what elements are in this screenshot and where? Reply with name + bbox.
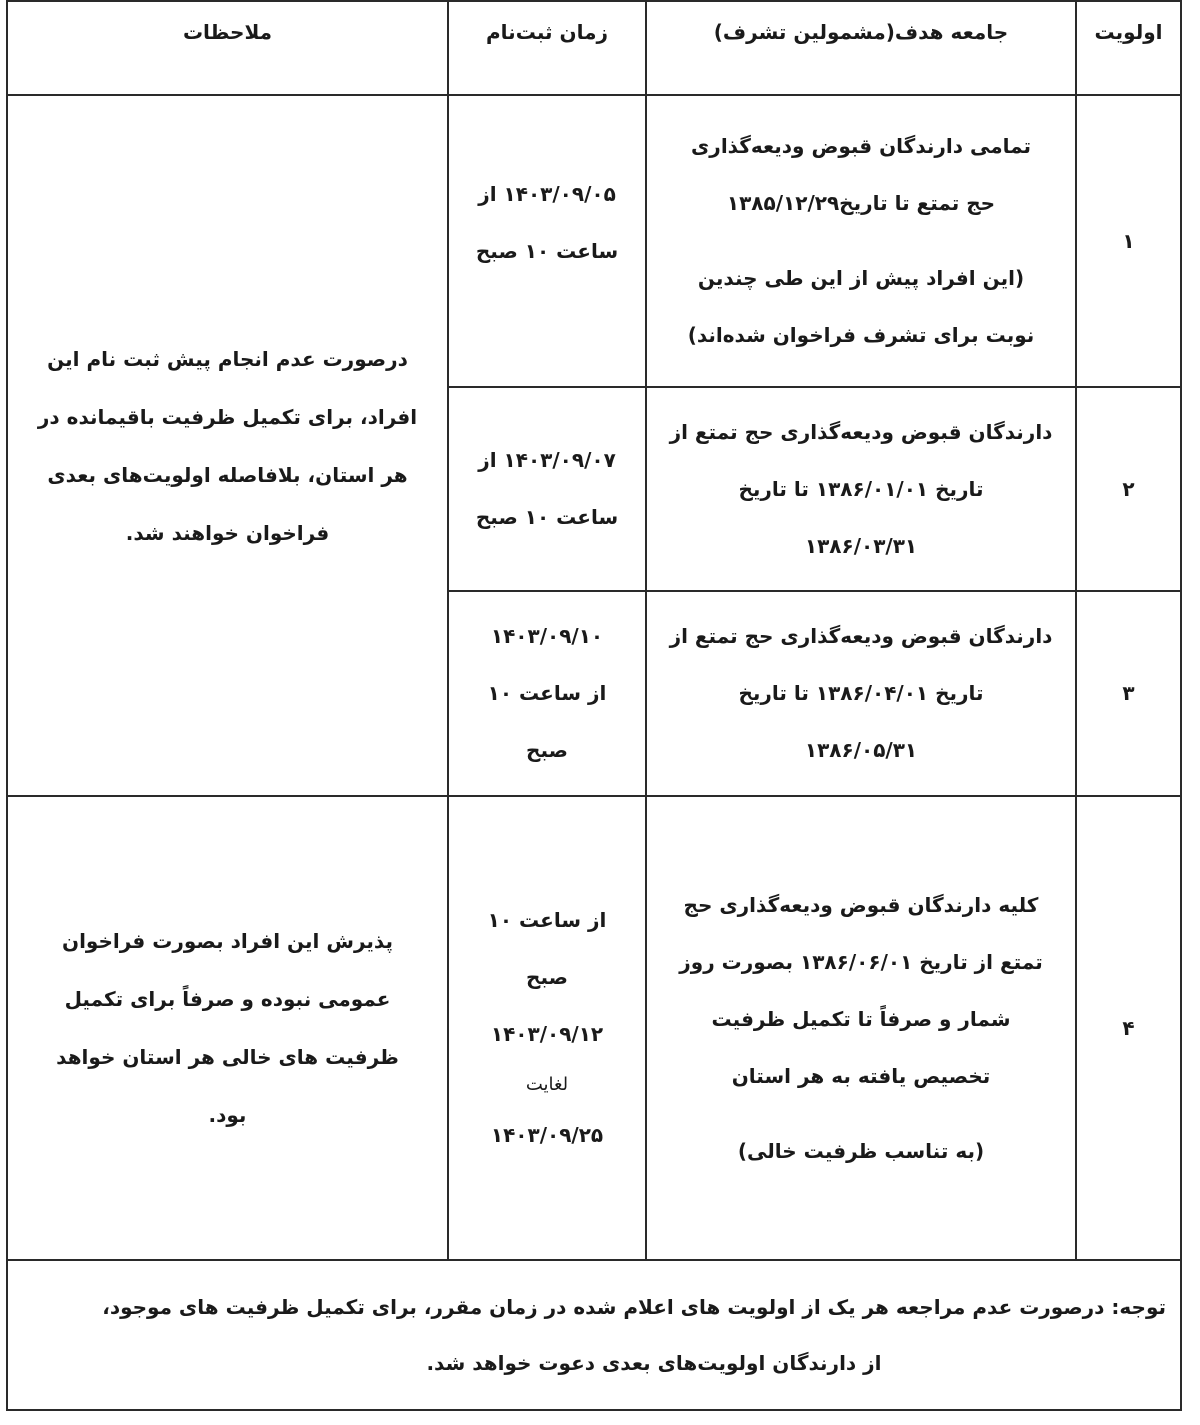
time-2-line-1: ۱۴۰۳/۰۹/۰۷ از bbox=[478, 448, 616, 472]
target-cell-1 bbox=[646, 95, 1076, 387]
target-2-line-1: دارندگان قبوض ودیعه‌گذاری حج تمتع از bbox=[669, 419, 1053, 444]
time-4-line-4: لغایت bbox=[525, 1074, 569, 1095]
target-4-line-1: کلیه دارندگان قبوض ودیعه‌گذاری حج bbox=[683, 892, 1039, 917]
target-3-line-1: دارندگان قبوض ودیعه‌گذاری حج تمتع از bbox=[669, 624, 1053, 648]
notes-1-line-3: هر استان، بلافاصله اولویت‌های بعدی bbox=[47, 462, 408, 487]
header-target-group: جامعه هدف(مشمولین تشرف) bbox=[646, 1, 1076, 95]
time-cell-3 bbox=[448, 591, 646, 796]
time-1-line-1: ۱۴۰۳/۰۹/۰۵ از bbox=[478, 182, 616, 206]
time-4-line-5: ۱۴۰۳/۰۹/۲۵ bbox=[490, 1123, 604, 1147]
time-cell-1 bbox=[448, 95, 646, 387]
target-3-line-2: تاریخ ۱۳۸۶/۰۴/۰۱ تا تاریخ bbox=[738, 681, 984, 705]
time-cell-4 bbox=[448, 796, 646, 1260]
time-3-line-2: از ساعت ۱۰ bbox=[487, 681, 607, 705]
notes-2-line-1: پذیرش این افراد بصورت فراخوان bbox=[62, 929, 393, 953]
time-3-line-3: صبح bbox=[526, 738, 568, 762]
header-notes: ملاحظات bbox=[7, 1, 448, 95]
time-4-line-1: از ساعت ۱۰ bbox=[487, 908, 607, 932]
target-4-line-4: تخصیص یافته به هر استان bbox=[731, 1063, 991, 1088]
priority-cell-2: ۲ bbox=[1076, 387, 1181, 591]
notes-2-line-4: بود. bbox=[208, 1103, 247, 1127]
table-header-row bbox=[7, 1, 1181, 95]
priority-cell-4: ۴ bbox=[1076, 796, 1181, 1260]
notes-2-line-3: ظرفیت های خالی هر استان خواهد bbox=[56, 1045, 399, 1069]
header-registration-time: زمان ثبت‌نام bbox=[448, 1, 646, 95]
footer-note-line-1: توجه: درصورت عدم مراجعه هر یک از اولویت های اعلام شده در زمان مقرر، برای تکمیل ظرفیت های موجود، bbox=[102, 1295, 1166, 1319]
time-2-line-2: ساعت ۱۰ صبح bbox=[475, 505, 619, 529]
notes-1-line-2: افراد، برای تکمیل ظرفیت باقیمانده در bbox=[37, 404, 418, 429]
priority-cell-3: ۳ bbox=[1076, 591, 1181, 796]
table-row-priority-4 bbox=[7, 796, 1181, 1260]
time-1-line-2: ساعت ۱۰ صبح bbox=[475, 239, 619, 263]
notes-2-line-2: عمومی نبوده و صرفاً برای تکمیل bbox=[64, 987, 391, 1011]
notes-cell-priority-4 bbox=[7, 796, 448, 1260]
target-1-line-1: تمامی دارندگان قبوض ودیعه‌گذاری bbox=[690, 134, 1032, 158]
spacer bbox=[657, 232, 1065, 250]
target-cell-3 bbox=[646, 591, 1076, 796]
footer-note-line-2: از دارندگان اولویت‌های بعدی دعوت خواهد شد. bbox=[426, 1351, 882, 1375]
target-4-line-3: شمار و صرفاً تا تکمیل ظرفیت bbox=[711, 1006, 1011, 1031]
notes-1-line-1: درصورت عدم انجام پیش ثبت نام این bbox=[47, 346, 408, 371]
time-4-line-3: ۱۴۰۳/۰۹/۱۲ bbox=[490, 1022, 604, 1046]
table-row-priority-1 bbox=[7, 95, 1181, 387]
target-1-line-3: (این افراد پیش از این طی چندین bbox=[697, 266, 1025, 290]
target-cell-2 bbox=[646, 387, 1076, 591]
header-priority: اولویت bbox=[1076, 1, 1181, 95]
priority-cell-1: ۱ bbox=[1076, 95, 1181, 387]
spacer bbox=[657, 1105, 1065, 1123]
notes-1-line-4: فراخوان خواهند شد. bbox=[125, 520, 330, 545]
target-1-line-2: حج تمتع تا تاریخ۱۳۸۵/۱۲/۲۹ bbox=[726, 191, 996, 215]
time-4-line-2: صبح bbox=[526, 965, 568, 989]
document-page bbox=[8, 0, 1182, 1411]
target-2-line-2: تاریخ ۱۳۸۶/۰۱/۰۱ تا تاریخ bbox=[738, 476, 984, 501]
target-4-line-5: (به تناسب ظرفیت خالی) bbox=[737, 1138, 985, 1163]
target-cell-4 bbox=[646, 796, 1076, 1260]
target-2-line-3: ۱۳۸۶/۰۳/۳۱ bbox=[804, 533, 918, 558]
time-3-line-1: ۱۴۰۳/۰۹/۱۰ bbox=[490, 624, 604, 648]
priority-schedule-table bbox=[6, 0, 1182, 1411]
footer-note-cell bbox=[7, 1260, 1181, 1410]
target-1-line-4: نوبت برای تشرف فراخوان شده‌اند) bbox=[687, 323, 1035, 347]
time-cell-2 bbox=[448, 387, 646, 591]
target-3-line-3: ۱۳۸۶/۰۵/۳۱ bbox=[804, 738, 918, 762]
target-4-line-2: تمتع از تاریخ ۱۳۸۶/۰۶/۰۱ بصورت روز bbox=[679, 949, 1043, 974]
footer-note-row bbox=[7, 1260, 1181, 1410]
notes-cell-priorities-1-3 bbox=[7, 95, 448, 796]
